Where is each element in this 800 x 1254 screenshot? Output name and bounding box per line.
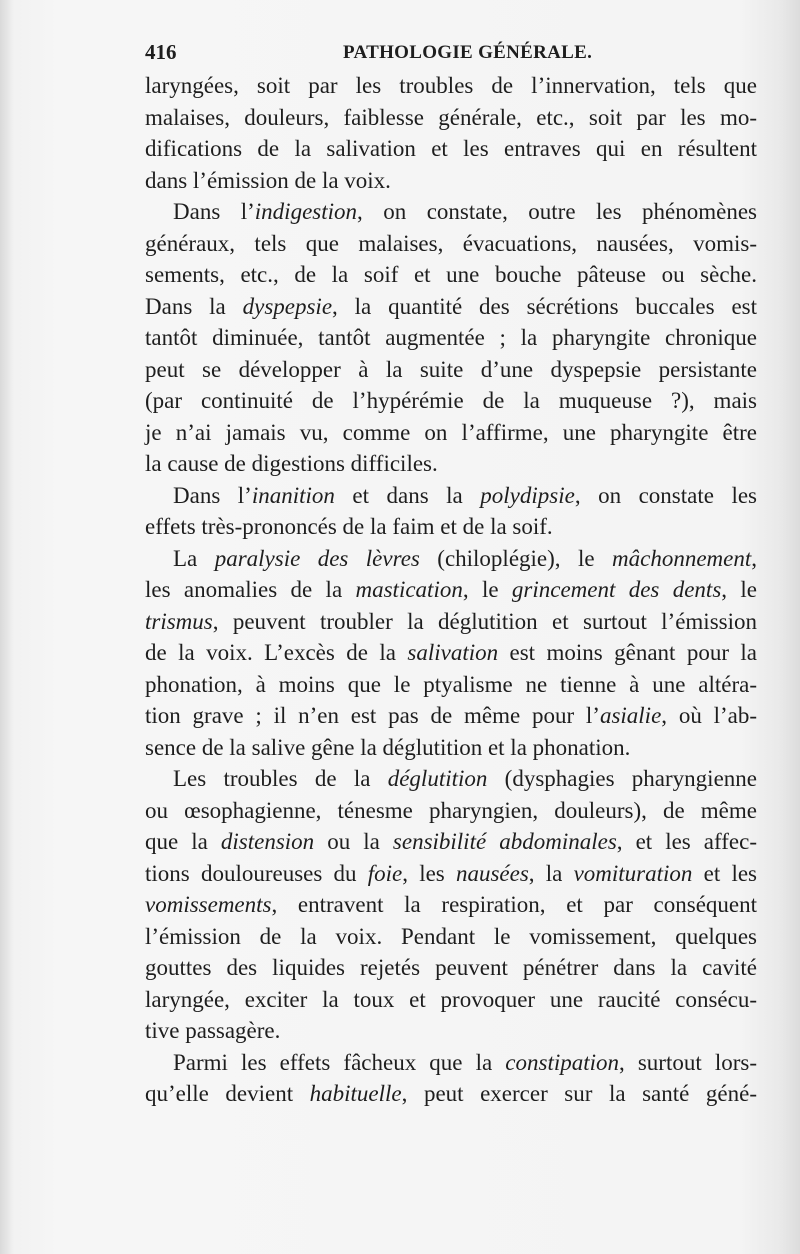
italic-term: inanition bbox=[251, 482, 335, 508]
text-line: ou œsophagienne, ténesme pharyngien, douleurs), de même bbox=[145, 797, 757, 823]
text-line: phonation, à moins que le ptyalisme ne tienne à une altéra- bbox=[145, 671, 757, 697]
page-header bbox=[145, 40, 755, 70]
body-text bbox=[145, 70, 757, 1110]
italic-term: constipation bbox=[505, 1049, 620, 1075]
text-line: qu’elle devient habituelle, peut exercer sur la santé géné- bbox=[145, 1081, 757, 1106]
running-title: PATHOLOGIE GÉNÉRALE. bbox=[343, 42, 593, 63]
text-line: sence de la salive gêne la déglutition et la phonation. bbox=[145, 734, 631, 760]
italic-term: mâchonnement bbox=[612, 545, 752, 571]
text-line: tion grave ; il n’en est pas de même pour l’asialie, où l’ab- bbox=[145, 703, 758, 728]
italic-term: distension bbox=[220, 829, 315, 854]
text-line: tantôt diminuée, tantôt augmentée ; la pharyngite chronique bbox=[145, 325, 757, 350]
italic-term: grincement des dents bbox=[511, 577, 722, 602]
text-line: généraux, tels que malaises, évacuations, nausées, vomis- bbox=[145, 230, 757, 256]
italic-term: habituelle bbox=[309, 1081, 402, 1106]
text-line: Dans la dyspepsie, la quantité des sécrétions buccales est bbox=[145, 293, 757, 319]
italic-term: polydipsie bbox=[480, 482, 575, 508]
text-line: effets très-prononcés de la faim et de la soif. bbox=[145, 514, 553, 539]
text-line: sements, etc., de la soif et une bouche pâteuse ou sèche. bbox=[145, 262, 757, 287]
italic-term: sensibilité abdominales bbox=[392, 829, 617, 854]
text-line: Dans l’indigestion, on constate, outre les phénomènes bbox=[173, 199, 757, 224]
text-line: laryngée, exciter la toux et provoquer une raucité consécu- bbox=[145, 986, 757, 1012]
text-line: les anomalies de la mastication, le grincement des dents, le bbox=[145, 577, 757, 602]
italic-term: indigestion bbox=[254, 199, 358, 224]
italic-term: dyspepsie bbox=[242, 293, 333, 319]
italic-term: trismus bbox=[145, 608, 213, 634]
italic-term: mastication bbox=[355, 577, 463, 602]
italic-term: nausées bbox=[455, 860, 529, 886]
italic-term: vomissements bbox=[145, 892, 272, 917]
text-line: difications de la salivation et les entraves qui en résultent bbox=[145, 136, 757, 161]
italic-term: asialie bbox=[599, 703, 662, 728]
text-line: laryngées, soit par les troubles de l’innervation, tels que bbox=[145, 73, 757, 98]
text-line: la cause de digestions difficiles. bbox=[145, 451, 438, 476]
text-line: (par continuité de l’hypérémie de la muqueuse ?), mais bbox=[145, 388, 757, 413]
text-line: Dans l’inanition et dans la polydipsie, on constate les bbox=[173, 482, 758, 508]
text-line: Les troubles de la déglutition (dysphagies pharyngienne bbox=[173, 766, 757, 791]
text-line: vomissements, entravent la respiration, et par conséquent bbox=[145, 892, 757, 917]
text-line: que la distension ou la sensibilité abdominales, et les affec- bbox=[145, 829, 757, 854]
text-line: je n’ai jamais vu, comme on l’affirme, une pharyngite être bbox=[145, 419, 757, 445]
italic-term: foie bbox=[367, 860, 403, 886]
text-line: Parmi les effets fâcheux que la constipation, surtout lors- bbox=[173, 1049, 757, 1075]
italic-term: paralysie des lèvres bbox=[214, 545, 420, 571]
text-line: La paralysie des lèvres (chiloplégie), le mâchonnement, bbox=[173, 545, 757, 571]
text-line: peut se développer à la suite d’une dyspepsie persistante bbox=[145, 356, 757, 382]
italic-term: déglutition bbox=[387, 766, 488, 791]
text-line: trismus, peuvent troubler la déglutition et surtout l’émission bbox=[145, 608, 757, 634]
text-line: malaises, douleurs, faiblesse générale, etc., soit par les mo- bbox=[145, 104, 757, 130]
text-line: tions douloureuses du foie, les nausées, la vomituration et les bbox=[145, 860, 757, 886]
text-line: de la voix. L’excès de la salivation est moins gênant pour la bbox=[145, 640, 757, 665]
italic-term: vomituration bbox=[573, 860, 693, 886]
italic-term: salivation bbox=[407, 640, 499, 665]
text-line: gouttes des liquides rejetés peuvent pénétrer dans la cavité bbox=[145, 955, 757, 980]
page-number: 416 bbox=[145, 40, 177, 64]
text-line: tive passagère. bbox=[145, 1018, 281, 1043]
text-line: dans l’émission de la voix. bbox=[145, 167, 391, 193]
text-line: l’émission de la voix. Pendant le vomissement, quelques bbox=[145, 923, 757, 949]
